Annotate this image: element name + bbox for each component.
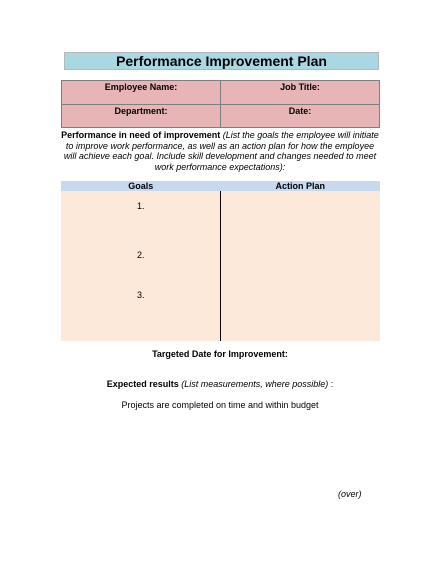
employee-name-field[interactable] (62, 81, 221, 105)
employee-name-label: Employee Name: (104, 82, 178, 92)
date-label: Date: (288, 105, 312, 116)
expected-results-heading: Expected results (106, 379, 179, 389)
employee-info-table (61, 80, 380, 128)
document-title: Performance Improvement Plan (64, 52, 379, 70)
goal-number-2: 2. (137, 250, 145, 260)
department-field[interactable] (62, 104, 221, 128)
targeted-date-label: Targeted Date for Improvement: (152, 349, 288, 359)
goals-header: Goals (61, 181, 221, 191)
expected-results-hint: (List measurements, where possible) (181, 379, 329, 389)
action-plan-cell[interactable] (221, 191, 381, 341)
expected-results-line (60, 379, 380, 389)
job-title-label: Job Title: (280, 82, 320, 92)
over-note: (over) (338, 489, 362, 499)
instructions-text: (List the goals the employee will initiate to improve work performance, as well as an action plan for how the employee will achieve each goal. Include skill development and changes needed to meet work performance expectations): (63, 130, 379, 172)
instructions-heading: Performance in need of improvement (61, 130, 221, 140)
date-field[interactable] (221, 104, 380, 128)
goals-table (61, 181, 380, 341)
job-title-field[interactable] (221, 81, 380, 105)
projects-text: Projects are completed on time and within budget (121, 400, 319, 410)
goals-cell[interactable] (61, 191, 221, 341)
expected-results-colon: : (328, 379, 334, 389)
instructions-paragraph (60, 130, 380, 172)
goal-number-3: 3. (137, 290, 145, 300)
department-label: Department: (114, 105, 168, 116)
goal-number-1: 1. (137, 201, 145, 211)
action-plan-header: Action Plan (221, 181, 381, 191)
